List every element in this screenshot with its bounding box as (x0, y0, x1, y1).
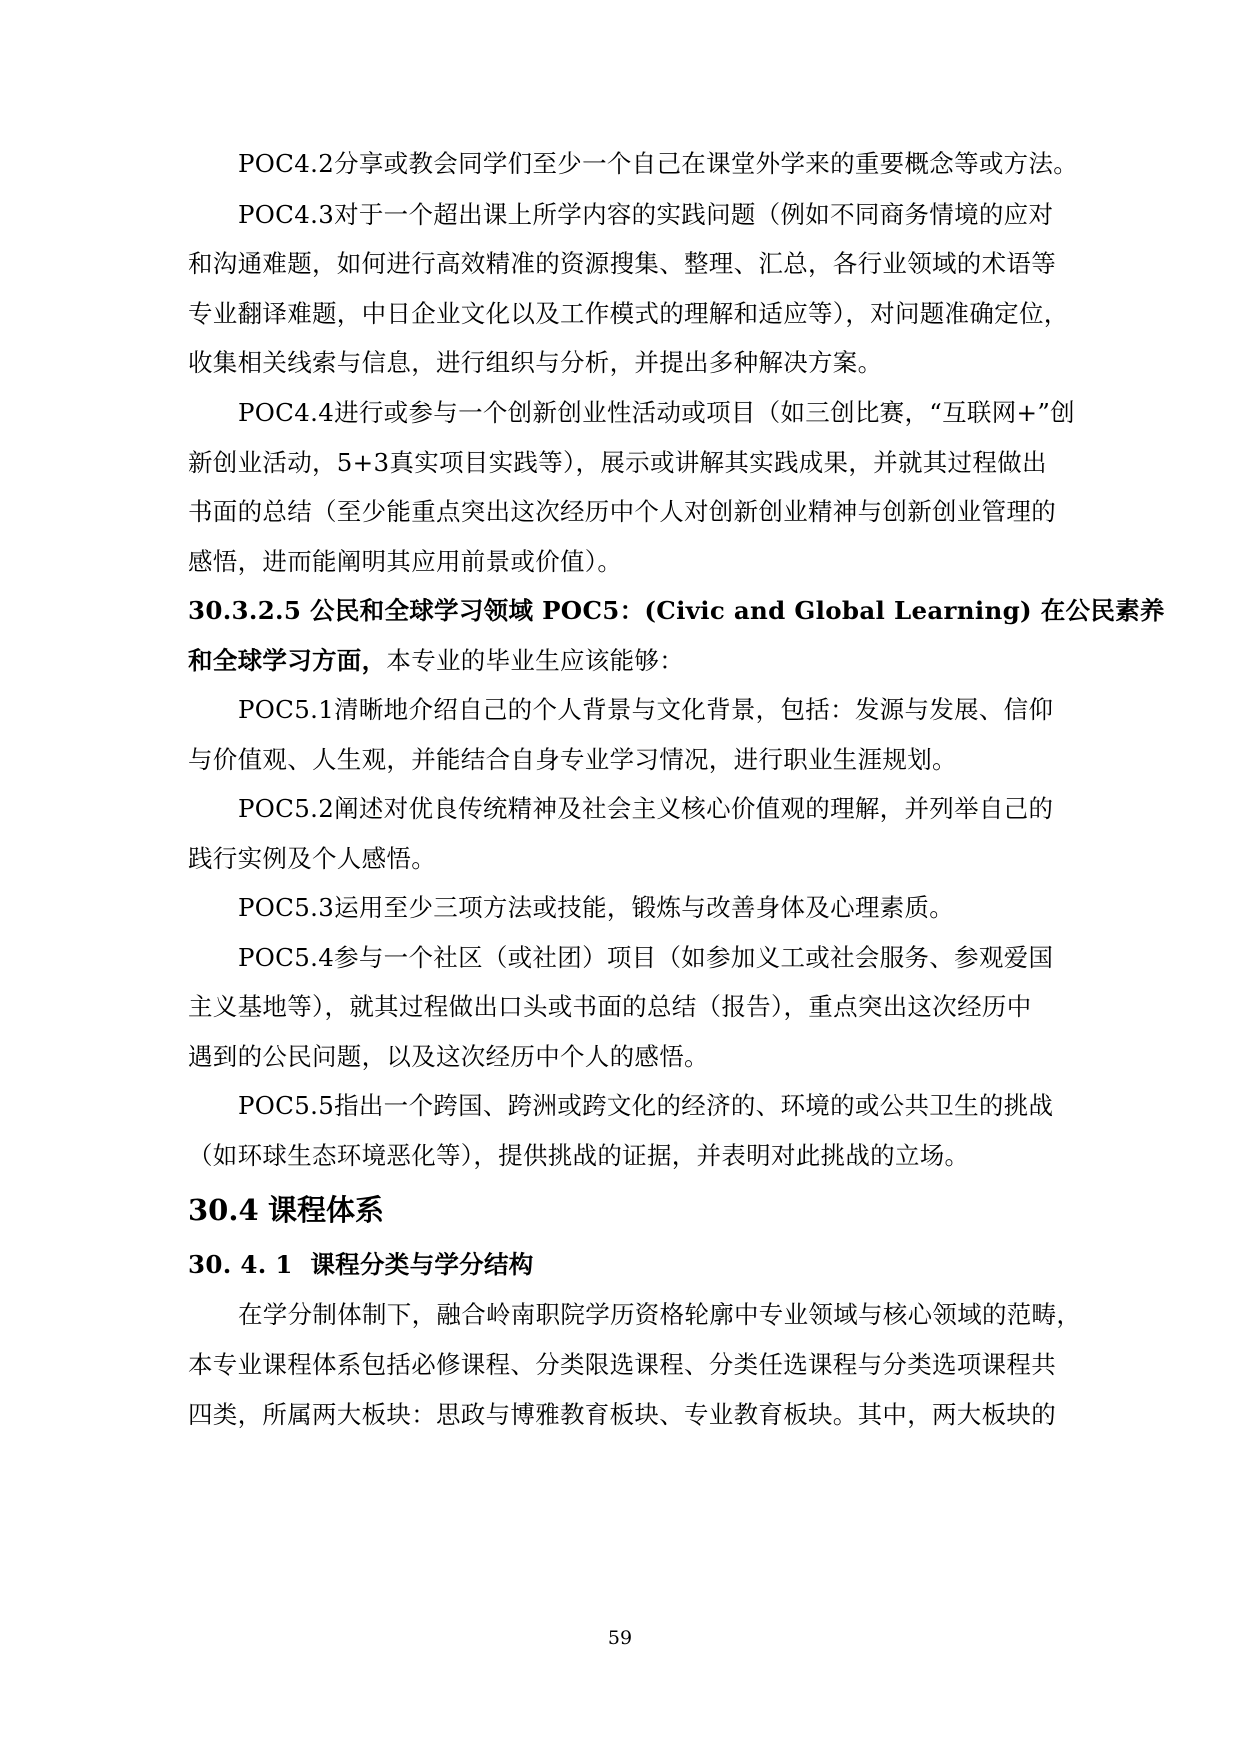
paragraph-line: 收集相关线索与信息，进行组织与分析，并提出多种解决方案。 (188, 348, 883, 377)
paragraph-line: POC5.4参与一个社区（或社团）项目（如参加义工或社会服务、参观爱国 (238, 943, 1054, 972)
section-heading-continuation (188, 643, 1058, 679)
heading-normal-part: 本专业的毕业生应该能够： (386, 646, 685, 675)
paragraph-line: 新创业活动，5+3真实项目实践等），展示或讲解其实践成果，并就其过程做出 (188, 448, 1047, 477)
subsection-heading: 30. 4. 1 课程分类与学分结构 (188, 1250, 534, 1279)
heading-bold-part: 和全球学习方面， (188, 646, 387, 675)
paragraph-line: 主义基地等），就其过程做出口头或书面的总结（报告），重点突出这次经历中 (188, 992, 1032, 1021)
chapter-title: 课程体系 (268, 1193, 385, 1227)
paragraph-line: （如环球生态环境恶化等），提供挑战的证据，并表明对此挑战的立场。 (188, 1141, 970, 1170)
paragraph-line: 书面的总结（至少能重点突出这次经历中个人对创新创业精神与创新创业管理的 (188, 497, 1056, 526)
paragraph-line: POC4.4进行或参与一个创新创业性活动或项目（如三创比赛，“互联网+”创 (238, 398, 1075, 427)
chapter-heading (188, 1190, 384, 1230)
section-heading: 30.3.2.5 公民和全球学习领域 POC5：(Civic and Global Learning) 在公民素养 (188, 596, 1165, 625)
paragraph-line: POC5.5指出一个跨国、跨洲或跨文化的经济的、环境的或公共卫生的挑战 (238, 1091, 1054, 1120)
paragraph-line: 感悟，进而能阐明其应用前景或价值）。 (188, 547, 623, 576)
paragraph-line: 专业翻译难题，中日企业文化以及工作模式的理解和适应等），对问题准确定位， (188, 299, 1069, 328)
paragraph-line: 四类，所属两大板块：思政与博雅教育板块、专业教育板块。其中，两大板块的 (188, 1400, 1056, 1429)
paragraph-line: 与价值观、人生观，并能结合自身专业学习情况，进行职业生涯规划。 (188, 745, 957, 774)
paragraph-line: POC5.1清晰地介绍自己的个人背景与文化背景，包括：发源与发展、信仰 (238, 695, 1054, 724)
paragraph-line: POC4.3对于一个超出课上所学内容的实践问题（例如不同商务情境的应对 (238, 200, 1054, 229)
paragraph-line: 在学分制体制下，融合岭南职院学历资格轮廓中专业领域与核心领域的范畴， (238, 1300, 1082, 1329)
paragraph-line: 遇到的公民问题，以及这次经历中个人的感悟。 (188, 1042, 709, 1071)
chapter-number: 30.4 (188, 1193, 259, 1227)
paragraph-line: 践行实例及个人感悟。 (188, 844, 436, 873)
paragraph-line: POC5.2阐述对优良传统精神及社会主义核心价值观的理解，并列举自己的 (238, 794, 1054, 823)
paragraph-line: POC4.2分享或教会同学们至少一个自己在课堂外学来的重要概念等或方法。 (238, 149, 1079, 178)
page-number: 59 (607, 1627, 633, 1649)
paragraph-line: 和沟通难题，如何进行高效精准的资源搜集、整理、汇总，各行业领域的术语等 (188, 249, 1056, 278)
paragraph-line: 本专业课程体系包括必修课程、分类限选课程、分类任选课程与分类选项课程共 (188, 1350, 1056, 1379)
paragraph-line: POC5.3运用至少三项方法或技能，锻炼与改善身体及心理素质。 (238, 893, 955, 922)
